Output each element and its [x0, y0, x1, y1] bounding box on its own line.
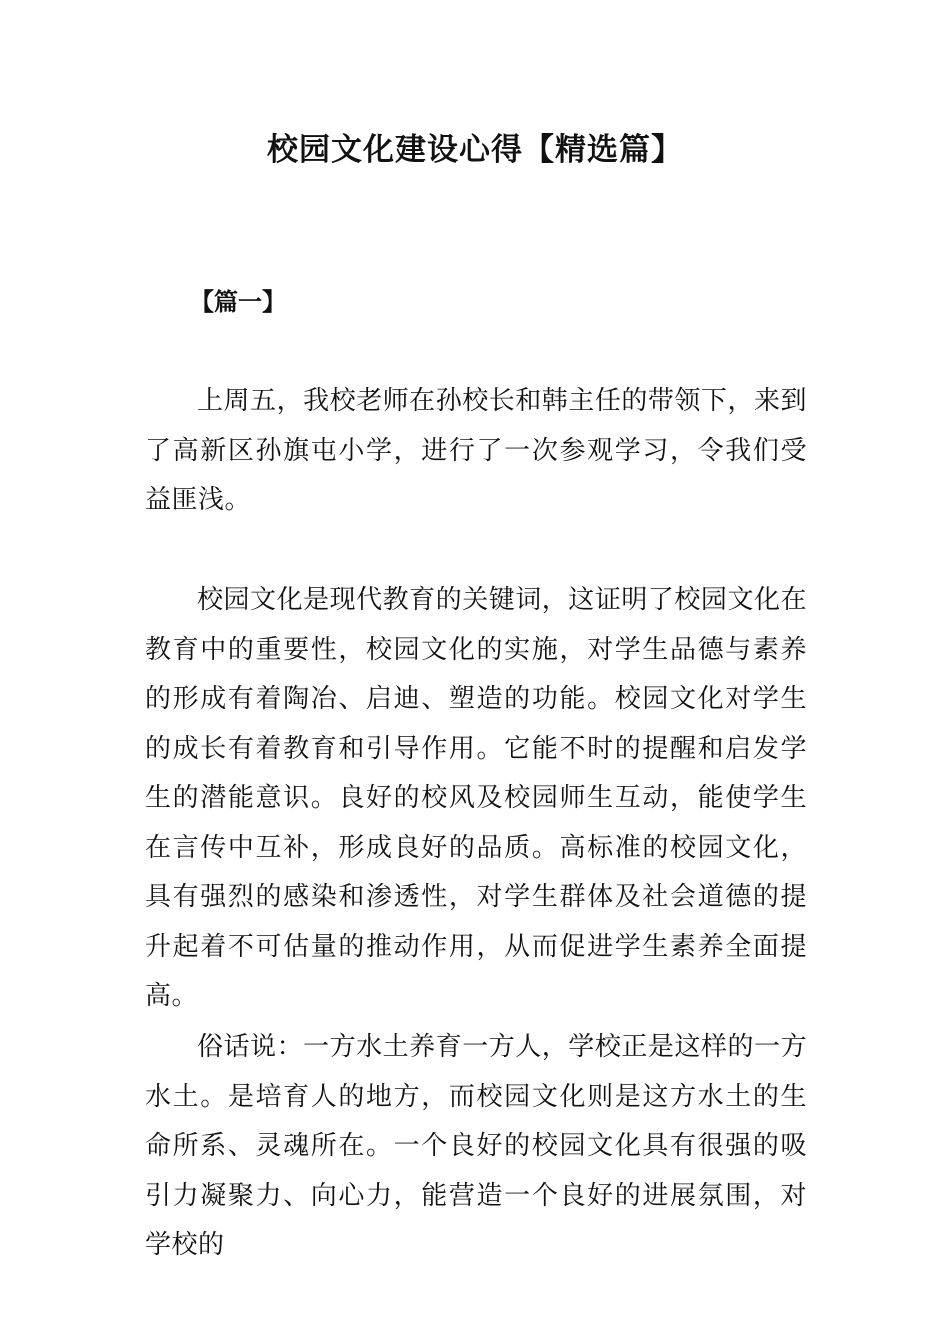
paragraph-3: 俗话说：一方水土养育一方人，学校正是这样的一方水土。是培育人的地方，而校园文化则是这方水土的生命所系、灵魂所在。一个良好的校园文化具有很强的吸引力凝聚力、向心力，能营造一个良好的进展氛围，对学校的 — [145, 1032, 807, 1260]
section-heading: 【篇一】 — [190, 288, 286, 316]
paragraph-2: 校园文化是现代教育的关键词，这证明了校园文化在教育中的重要性，校园文化的实施，对学生品德与素养的形成有着陶冶、启迪、塑造的功能。校园文化对学生的成长有着教育和引导作用。它能不时的提醒和启发学生的潜能意识。良好的校风及校园师生互动，能使学生在言传中互补，形成良好的品质。高标准的校园文化，具有强烈的感染和渗透性，对学生群体及社会道德的提升起着不可估量的推动作用，从而促进学生素养全面提高。 — [145, 585, 807, 1011]
document-title: 校园文化建设心得【精选篇】 — [267, 132, 683, 168]
paragraph-1: 上周五，我校老师在孙校长和韩主任的带领下，来到了高新区孙旗屯小学，进行了一次参观学习，令我们受益匪浅。 — [145, 386, 807, 515]
